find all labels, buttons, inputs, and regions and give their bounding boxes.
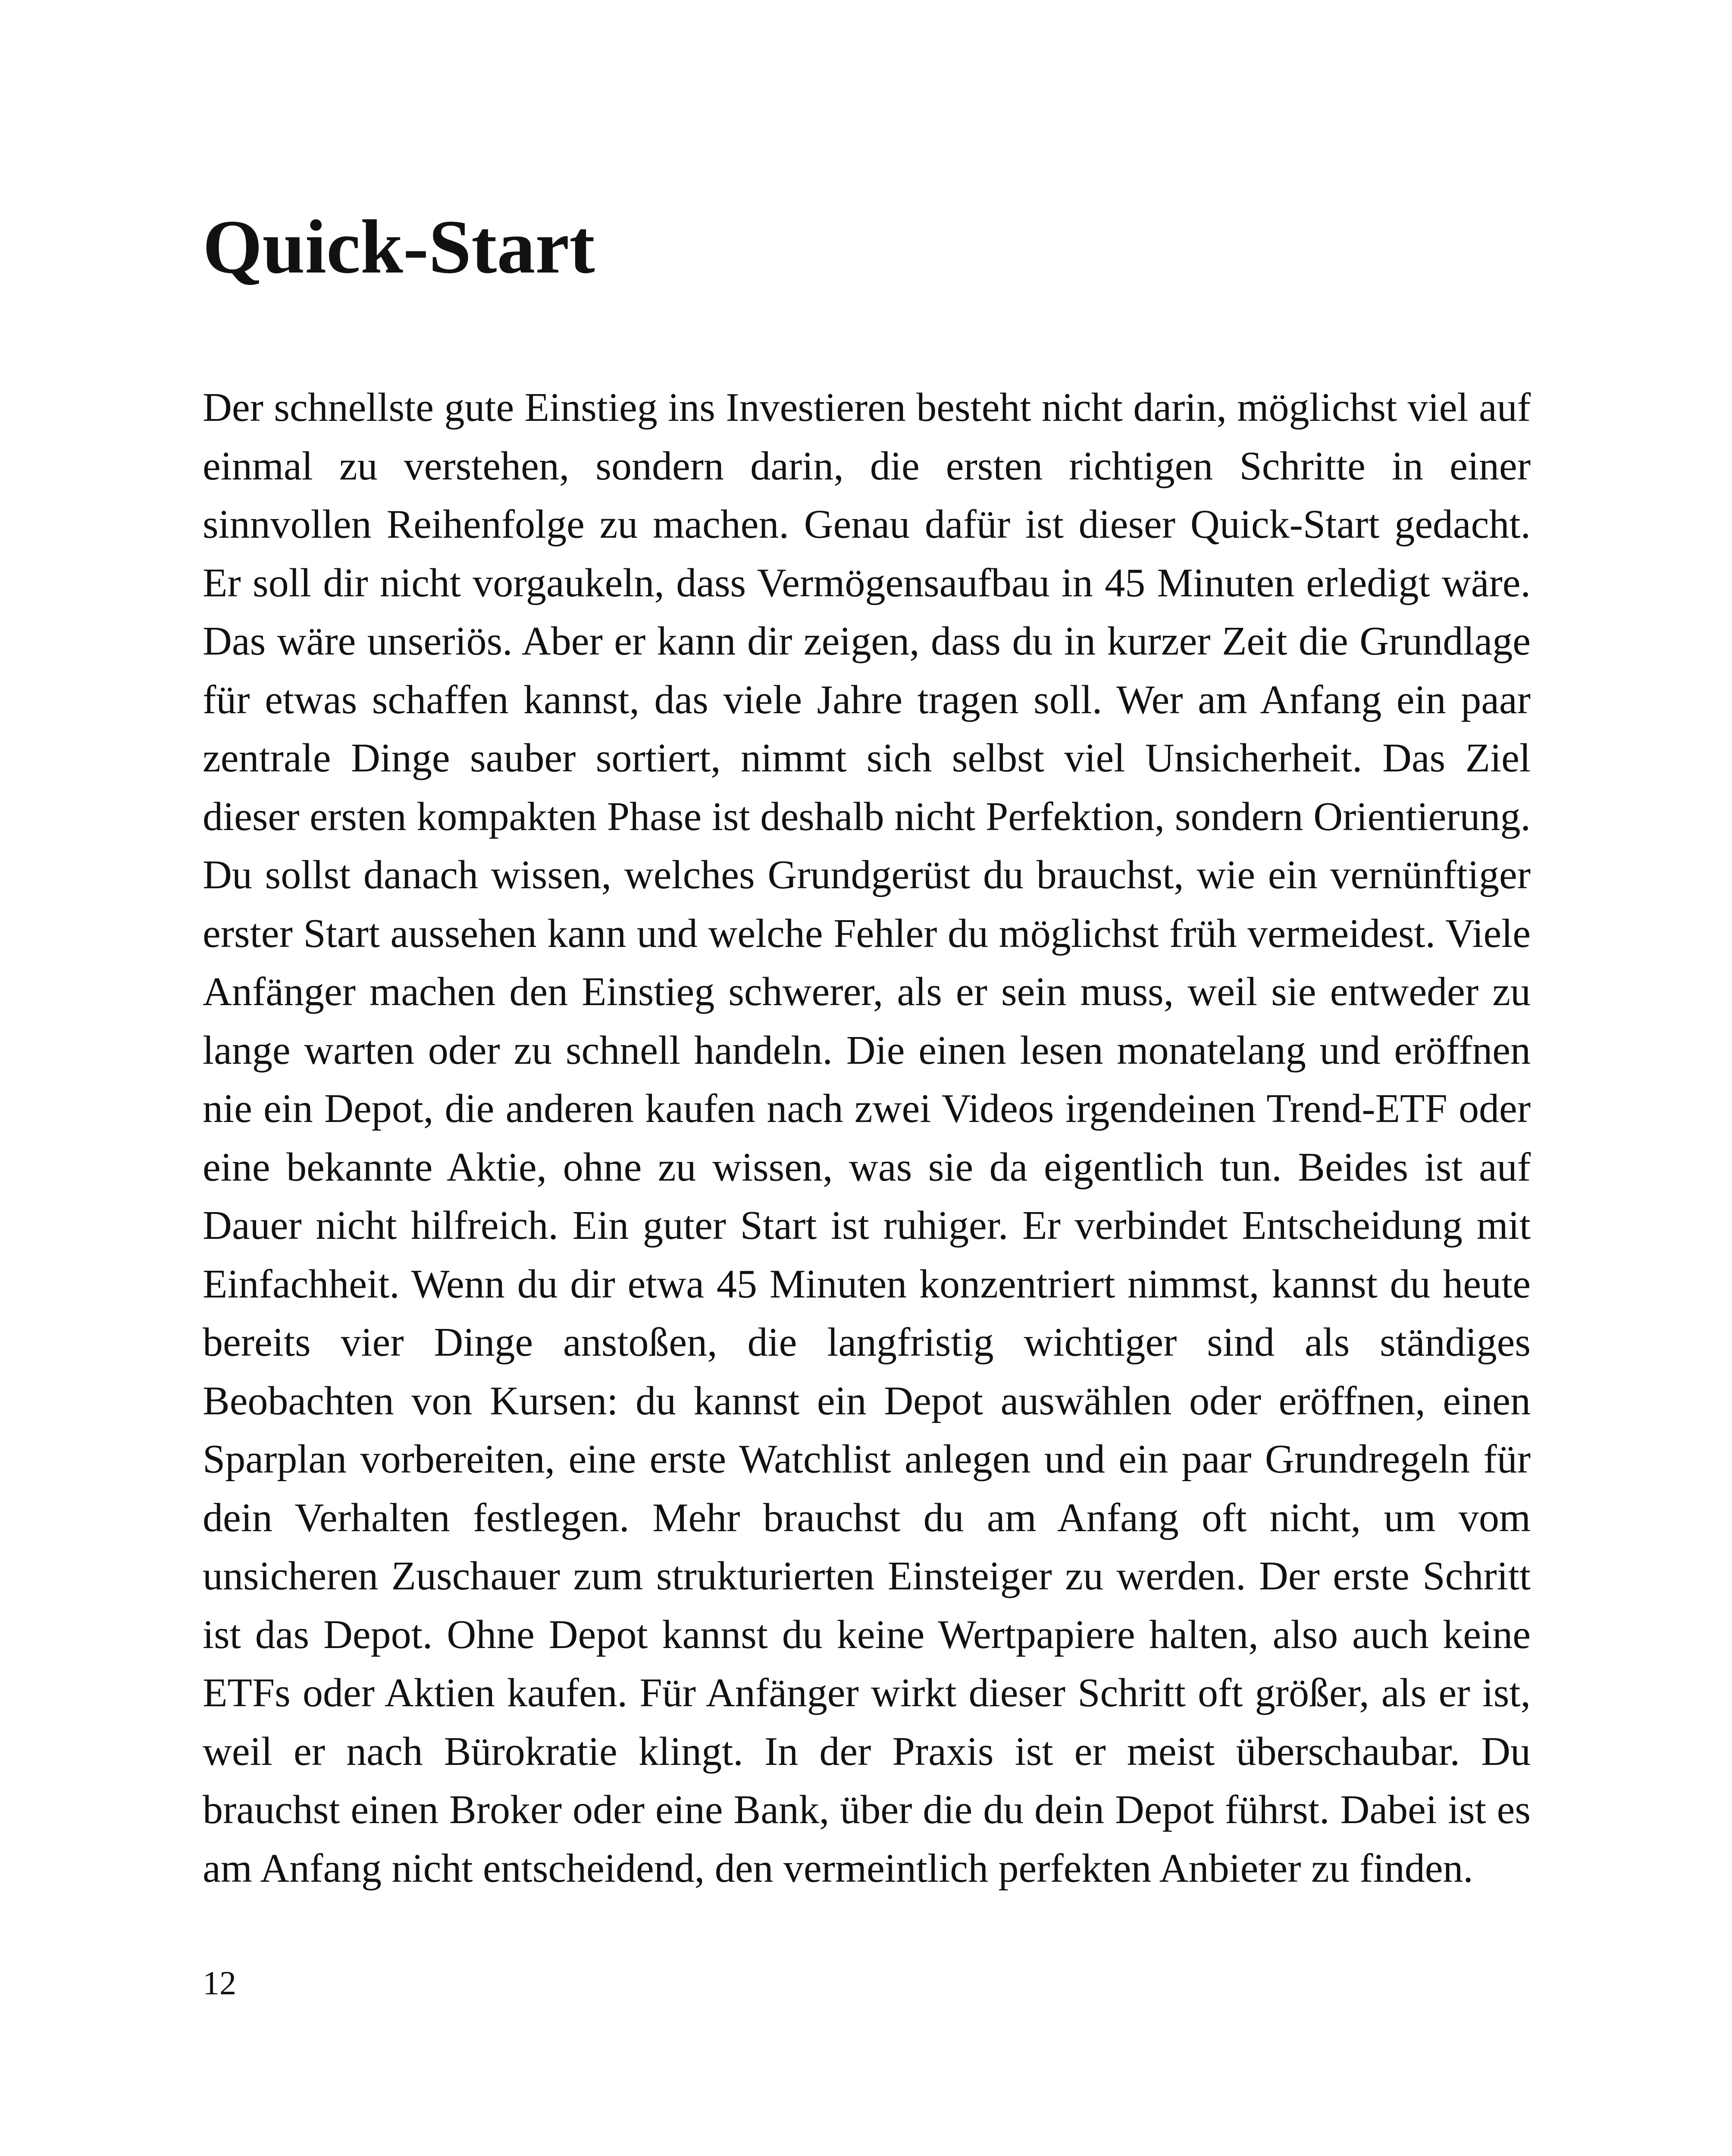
- body-paragraph: Der schnellste gute Einstieg ins Investieren besteht nicht darin, möglichst viel auf einmal zu verstehen, sondern darin, die ersten richtigen Schritte in einer sinnvollen Reihenfolge zu machen. Genau dafür ist dieser Quick-Start gedacht. Er soll dir nicht vorgaukeln, dass Vermögensaufbau in 45 Minuten erledigt wäre. Das wäre unseriös. Aber er kann dir zeigen, dass du in kurzer Zeit die Grundlage für etwas schaffen kannst, das viele Jahre tragen soll. Wer am Anfang ein paar zentrale Dinge sauber sortiert, nimmt sich selbst viel Unsicherheit. Das Ziel dieser ersten kompakten Phase ist deshalb nicht Perfektion, sondern Orientierung. Du sollst danach wissen, welches Grundgerüst du brauchst, wie ein vernünftiger erster Start aussehen kann und welche Fehler du möglichst früh vermeidest. Viele Anfänger machen den Einstieg schwerer, als er sein muss, weil sie entweder zu lange warten oder zu schnell handeln. Die einen lesen monatelang und eröffnen nie ein Depot, die anderen kaufen nach zwei Videos irgendeinen Trend-ETF oder eine bekannte Aktie, ohne zu wissen, was sie da eigentlich tun. Beides ist auf Dauer nicht hilfreich. Ein guter Start ist ruhiger. Er verbindet Entscheidung mit Einfachheit. Wenn du dir etwa 45 Minuten konzentriert nimmst, kannst du heute bereits vier Dinge anstoßen, die langfristig wichtiger sind als ständiges Beobachten von Kursen: du kannst ein Depot auswählen oder eröffnen, einen Sparplan vorbereiten, eine erste Watchlist anlegen und ein paar Grundregeln für dein Verhalten festlegen. Mehr brauchst du am Anfang oft nicht, um vom unsicheren Zuschauer zum strukturierten Einsteiger zu werden. Der erste Schritt ist das Depot. Ohne Depot kannst du keine Wertpapiere halten, also auch keine ETFs oder Aktien kaufen. Für Anfänger wirkt dieser Schritt oft größer, als er ist, weil er nach Bürokratie klingt. In der Praxis ist er meist überschaubar. Du brauchst einen Broker oder eine Bank, über die du dein Depot führst. Dabei ist es am Anfang nicht entscheidend, den vermeintlich perfekten Anbieter zu finden.: [203, 385, 1531, 1891]
- chapter-title: Quick-Start: [203, 204, 595, 289]
- page-number: 12: [203, 1964, 236, 2002]
